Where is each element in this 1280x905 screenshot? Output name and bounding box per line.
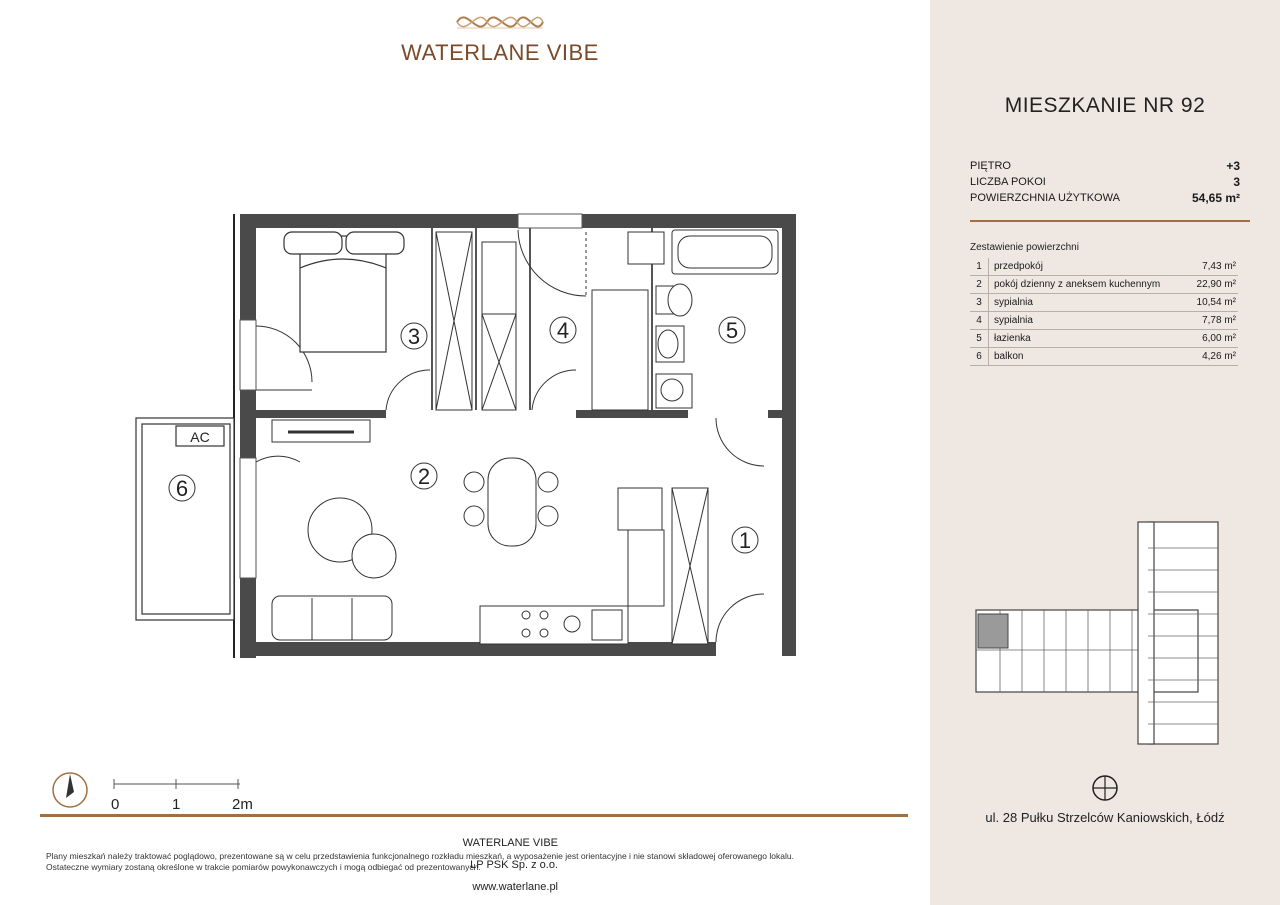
compass-icon [1090, 773, 1120, 803]
area-value: 22,90 m² [1196, 279, 1236, 290]
areas-title: Zestawienie powierzchni [970, 242, 1079, 253]
area-name: przedpokój [994, 261, 1043, 272]
bathroom-fixtures [628, 230, 778, 408]
apartment-title: MIESZKANIE NR 92 [1004, 94, 1206, 117]
window-top [518, 214, 582, 228]
info-value: +3 [1226, 159, 1240, 173]
company-info [463, 832, 558, 898]
table-row [970, 258, 1238, 276]
area-name: sypialnia [994, 315, 1033, 326]
sofa [272, 596, 392, 640]
area-value: 7,78 m² [1202, 315, 1236, 326]
area-number: 6 [970, 348, 989, 365]
table-row [970, 348, 1238, 366]
bed [284, 232, 404, 352]
area-name: balkon [994, 351, 1024, 362]
apartment-info [970, 158, 1240, 206]
room-number-3: 3 [407, 324, 421, 349]
table-row [970, 276, 1238, 294]
area-value: 7,43 m² [1202, 261, 1236, 272]
info-value: 3 [1233, 175, 1240, 189]
company-name: WATERLANE VIBE [462, 837, 558, 849]
scale-bar [40, 770, 270, 819]
address: ul. 28 Pułku Strzelców Kaniowskich, Łódź [985, 810, 1225, 825]
area-value: 10,54 m² [1196, 297, 1236, 308]
company-url[interactable]: www.waterlane.pl [472, 881, 558, 893]
table-row [970, 312, 1238, 330]
area-number: 3 [970, 294, 989, 311]
room-number-1: 1 [738, 528, 752, 553]
highlighted-apartment [978, 614, 1008, 648]
logo-text: WATERLANE VIBE [401, 40, 599, 65]
area-number: 4 [970, 312, 989, 329]
disclaimer-line-2: Ostateczne wymiary zostaną określone w trakcie pomiarów powykonawczych i mogą odbiegać od prezentowanych. [46, 862, 481, 872]
room-number-6: 6 [175, 476, 189, 501]
area-name: sypialnia [994, 297, 1033, 308]
scale-label-2m: 2m [232, 796, 253, 813]
area-name: łazienka [994, 333, 1031, 344]
north-needle [66, 774, 74, 798]
company-legal: LP PSK Sp. z o.o. [470, 859, 558, 871]
table-row [970, 330, 1238, 348]
area-value: 6,00 m² [1202, 333, 1236, 344]
ac-label: AC [190, 429, 210, 445]
disclaimer-line-1: Plany mieszkań należy traktować poglądowo, prezentowane są w celu przedstawienia funkcjonalnego rozkładu mieszkań, a wyposażenie jest orientacyjne i nie stanowi składowej oferowanego lokalu. [46, 851, 794, 861]
window-living [240, 458, 256, 578]
info-label: LICZBA POKOI [970, 176, 1046, 188]
room-number-5: 5 [725, 318, 739, 343]
table-row [970, 294, 1238, 312]
info-row-floor [970, 158, 1240, 174]
scale-label-1: 1 [172, 796, 181, 813]
building-key-plan [970, 518, 1260, 758]
disclaimer [46, 851, 806, 873]
info-value: 54,65 m² [1191, 191, 1240, 205]
gold-divider [40, 814, 908, 817]
room-number-2: 2 [417, 464, 431, 489]
info-panel [930, 0, 1280, 905]
area-number: 1 [970, 258, 989, 275]
gold-rule [970, 220, 1250, 222]
scale-label-0: 0 [111, 796, 120, 813]
area-value: 4,26 m² [1202, 351, 1236, 362]
area-number: 2 [970, 276, 989, 293]
area-number: 5 [970, 330, 989, 347]
info-row-rooms [970, 174, 1240, 190]
balcony [136, 418, 234, 620]
info-label: PIĘTRO [970, 160, 1011, 172]
window-bedroom [240, 320, 256, 390]
area-name: pokój dzienny z aneksem kuchennym [994, 279, 1161, 290]
info-row-area [970, 190, 1240, 206]
dining-set [464, 458, 558, 546]
info-label: POWIERZCHNIA UŻYTKOWA [970, 192, 1120, 204]
room-number-4: 4 [556, 318, 570, 343]
side-table [352, 534, 396, 578]
areas-table [970, 258, 1238, 366]
